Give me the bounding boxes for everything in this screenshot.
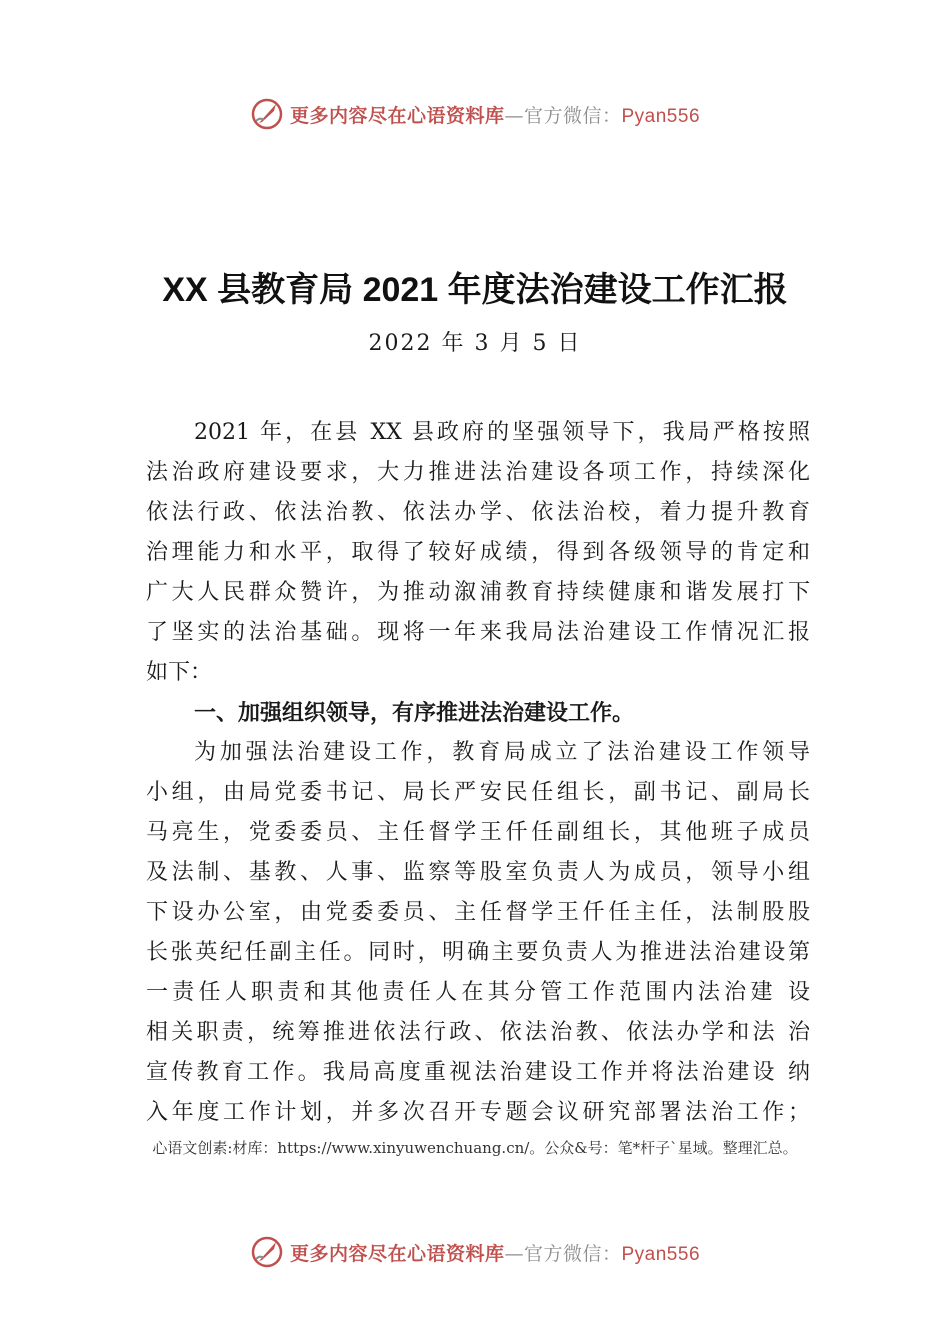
text-line: 依法行政、依法治教、依法办学、依法治校，着力提升教育 [146, 500, 810, 525]
quill-logo-icon [250, 1235, 284, 1269]
paragraph-2 [146, 733, 810, 1133]
top-banner [0, 94, 950, 134]
banner-lead: 更多内容尽在心语资料库 [289, 104, 505, 127]
text-line: 治理能力和水平，取得了较好成绩，得到各级领导的肯定和 [146, 540, 810, 565]
text-line: 马亮生，党委委员、主任督学王仟任副组长，其他班子成员 [146, 820, 810, 845]
text-line: 相关职责，统筹推进依法行政、依法治教、依法办学和法 治 [146, 1020, 810, 1045]
document-body [146, 413, 810, 1133]
banner-dash: — [504, 1242, 524, 1265]
text-line: 如下： [146, 660, 213, 685]
text-line: 了坚实的法治基础。现将一年来我局法治建设工作情况汇报 [146, 620, 810, 645]
text-line: 广大人民群众赞许，为推动溆浦教育持续健康和谐发展打下 [146, 580, 810, 605]
text-line: 2021 年，在县 XX 县政府的坚强领导下，我局严格按照 [194, 420, 810, 445]
banner-official: 官方微信： [523, 104, 622, 127]
paragraph-1 [146, 413, 810, 693]
text-line: 入年度工作计划，并多次召开专题会议研究部署法治工作； [146, 1100, 810, 1125]
source-footer-note: 心语文创素:材库：https://www.xinyuwenchuang.cn/。公众&号：笔*杆子`星域。整理汇总。 [152, 1139, 798, 1157]
document-date: 2022 年 3 月 5 日 [368, 331, 582, 356]
banner-lead: 更多内容尽在心语资料库 [289, 1242, 505, 1265]
text-line: 下设办公室，由党委委员、主任督学王仟任主任，法制股股 [146, 900, 810, 925]
text-line: 小组，由局党委书记、局长严安民任组长，副书记、副局长 [146, 780, 810, 805]
banner-dash: — [504, 104, 524, 127]
text-line: 长张英纪任副主任。同时，明确主要负责人为推进法治建设第 [146, 940, 810, 965]
banner-official: 官方微信： [523, 1242, 622, 1265]
section-heading-1: 一、加强组织领导，有序推进法治建设工作。 [194, 700, 635, 725]
bottom-banner [0, 1232, 950, 1272]
banner-wechat-id: Pyan556 [621, 105, 701, 127]
banner-text [290, 1239, 700, 1266]
banner-text [290, 101, 700, 128]
quill-logo-icon [250, 97, 284, 131]
text-line: 宣传教育工作。我局高度重视法治建设工作并将法治建设 纳 [146, 1060, 810, 1085]
document-title: XX 县教育局 2021 年度法治建设工作汇报 [162, 271, 788, 309]
text-line: 一责任人职责和其他责任人在其分管工作范围内法治建 设 [146, 980, 810, 1005]
text-line: 及法制、基教、人事、监察等股室负责人为成员，领导小组 [146, 860, 810, 885]
banner-wechat-id: Pyan556 [621, 1243, 701, 1265]
text-line: 为加强法治建设工作，教育局成立了法治建设工作领导 [194, 740, 810, 765]
text-line: 法治政府建设要求，大力推进法治建设各项工作，持续深化 [146, 460, 810, 485]
